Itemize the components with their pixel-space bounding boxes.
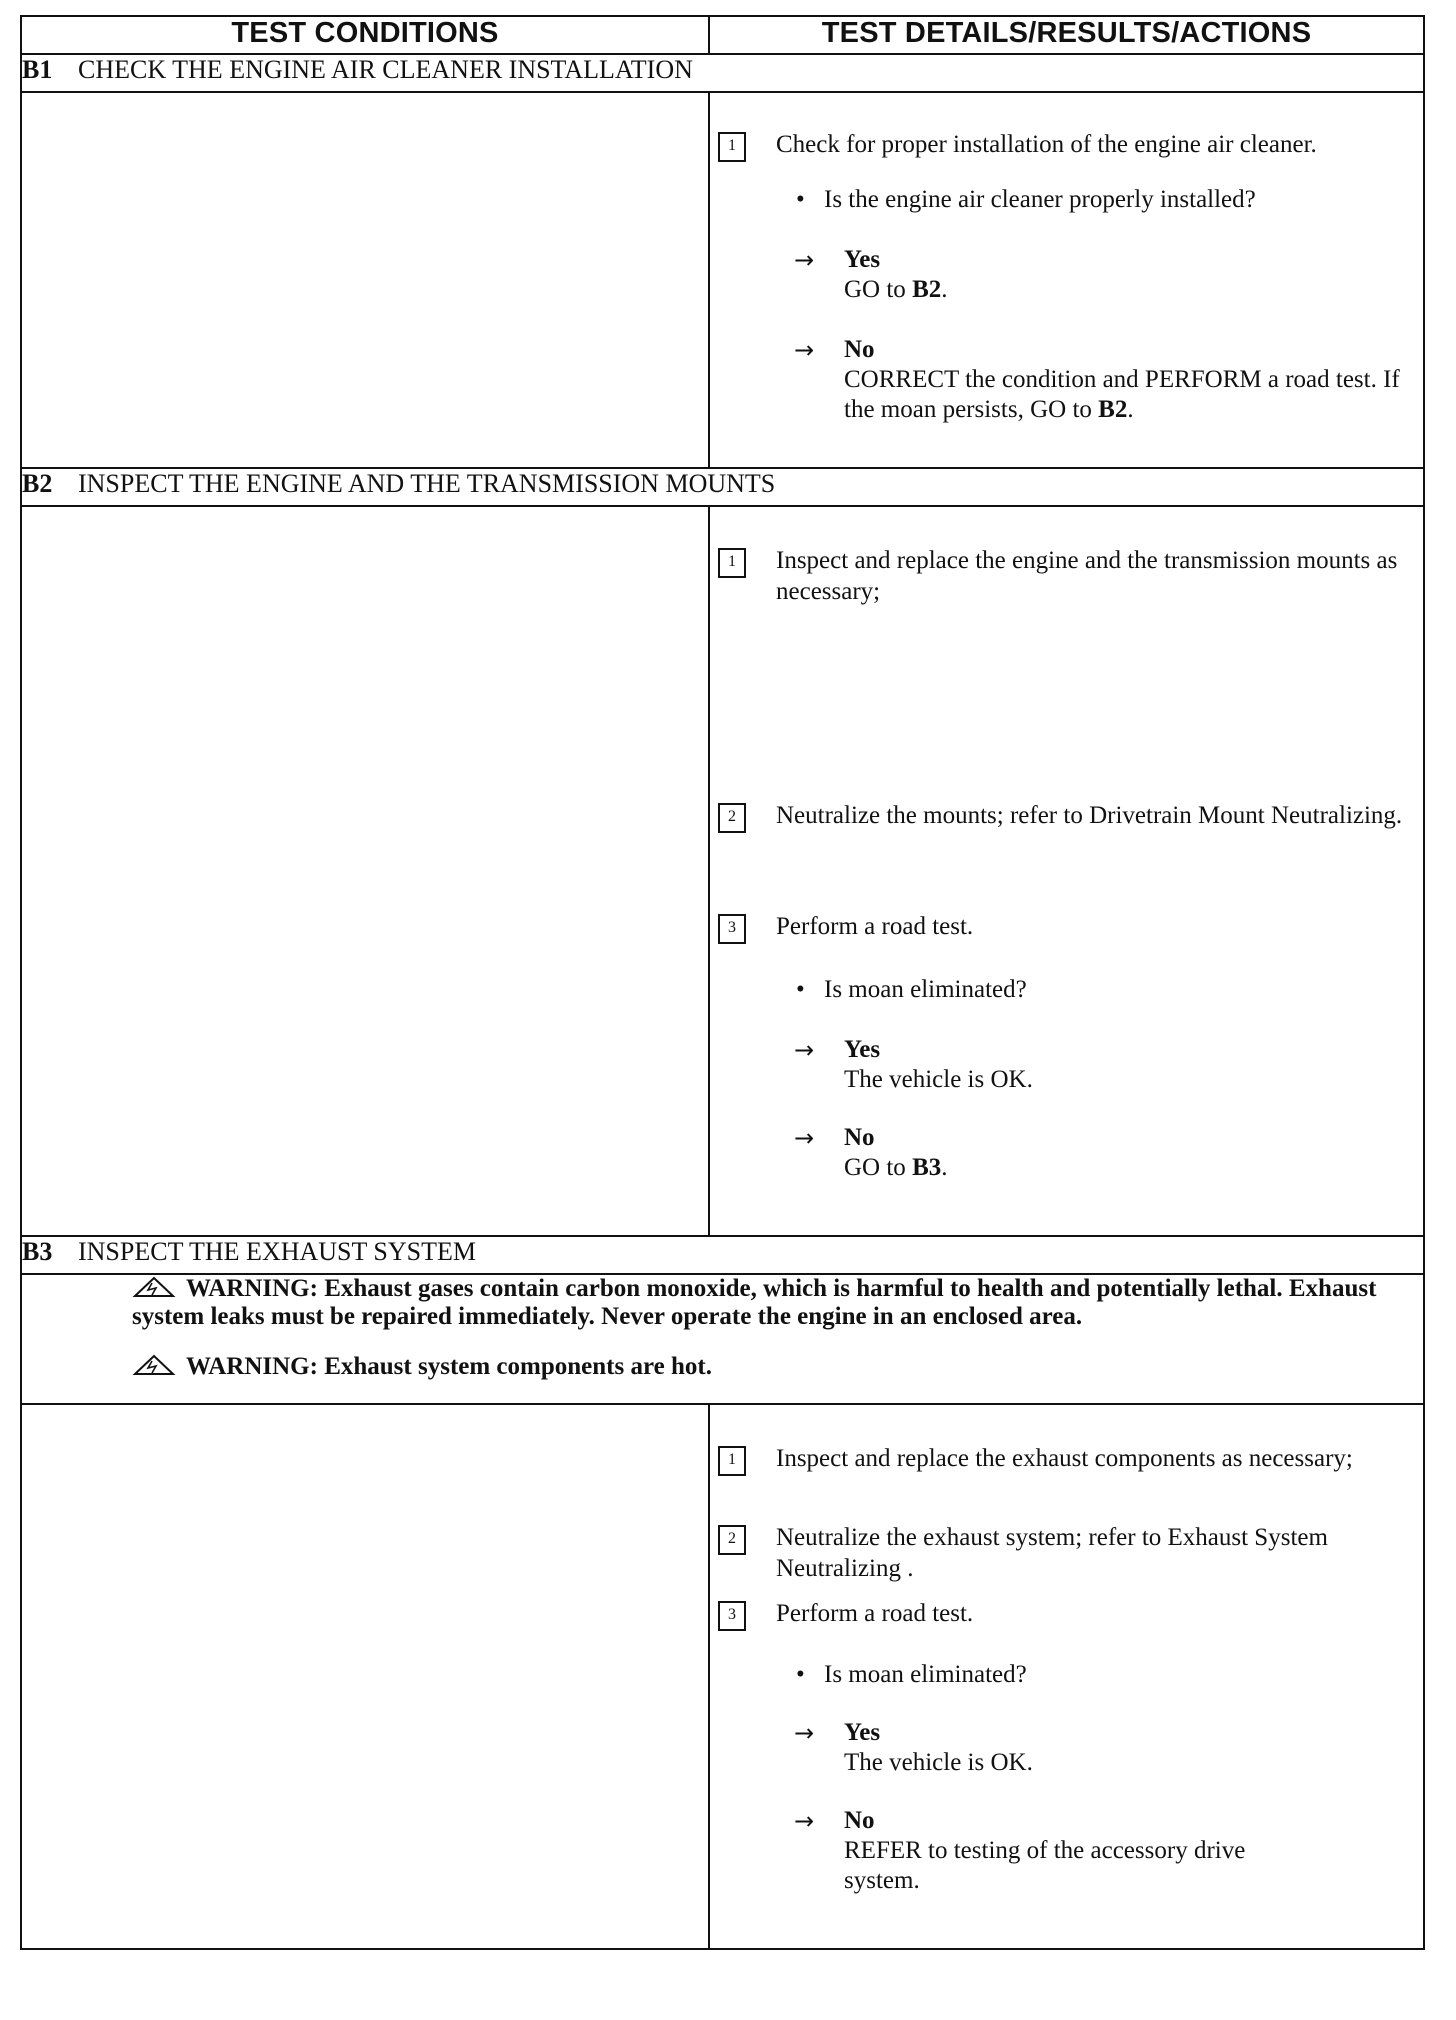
answer-action: The vehicle is OK. <box>844 1066 1033 1093</box>
step-text: Inspect and replace the engine and the transmission mounts as necessary; <box>776 547 1398 605</box>
diagnostic-page <box>20 15 1423 1950</box>
warning-2 <box>102 1353 1423 1381</box>
step-2 <box>718 1522 1411 1584</box>
test-details-cell <box>709 506 1424 1236</box>
answer-yes <box>718 1035 1411 1095</box>
step-number: 1 <box>718 548 746 578</box>
question-text: Is the engine air cleaner properly installed? <box>824 186 1256 213</box>
step-3 <box>718 1598 1411 1631</box>
section-b3-title-row <box>21 1236 1424 1274</box>
answer-no <box>718 335 1411 425</box>
question <box>718 1659 1411 1690</box>
question <box>718 974 1411 1005</box>
answer-no <box>718 1123 1411 1183</box>
answer-ref: B2 <box>912 276 942 303</box>
answer-no <box>718 1806 1411 1896</box>
answer-yes <box>718 245 1411 305</box>
test-conditions-cell <box>21 506 709 1236</box>
header-test-details: TEST DETAILS/RESULTS/ACTIONS <box>709 16 1424 54</box>
step-3 <box>718 911 1411 944</box>
section-code: B1 <box>22 55 53 84</box>
section-b3-body <box>21 1404 1424 1949</box>
answer-action: REFER to testing of the accessory drive system. <box>844 1837 1246 1894</box>
answer-label: No <box>844 1807 875 1834</box>
answer-yes <box>718 1718 1411 1778</box>
step-2 <box>718 800 1411 833</box>
bullet-icon: • <box>796 1661 805 1688</box>
warning-1 <box>102 1275 1423 1331</box>
section-b3-title <box>21 1236 1424 1274</box>
arrow-right-icon: → <box>794 246 815 274</box>
step-text: Check for proper installation of the engine air cleaner. <box>776 131 1317 158</box>
answer-label: No <box>844 1124 875 1151</box>
answer-action: The vehicle is OK. <box>844 1749 1033 1776</box>
answer-label: No <box>844 336 875 363</box>
section-code: B2 <box>22 469 53 498</box>
answer-label: Yes <box>844 1036 881 1063</box>
section-b2-title-row <box>21 468 1424 506</box>
section-b3-warnings-row <box>21 1274 1424 1404</box>
step-number: 3 <box>718 1601 746 1631</box>
section-title: INSPECT THE EXHAUST SYSTEM <box>78 1237 476 1266</box>
warning-text: WARNING: Exhaust gases contain carbon monoxide, which is harmful to health and potentially lethal. Exhaust system leaks must be repaired immediately. Never operate the engine in an enclosed area. <box>132 1275 1377 1330</box>
answer-ref: B3 <box>912 1154 942 1181</box>
table-header-row <box>21 16 1424 54</box>
answer-label: Yes <box>844 1719 881 1746</box>
warning-triangle-icon <box>132 1276 176 1298</box>
step-number: 1 <box>718 1446 746 1476</box>
step-number: 2 <box>718 1525 746 1555</box>
pinpoint-test-table <box>20 15 1425 1950</box>
bullet-icon: • <box>796 186 805 213</box>
arrow-right-icon: → <box>794 1036 815 1064</box>
section-b2-body <box>21 506 1424 1236</box>
step-text: Neutralize the exhaust system; refer to Exhaust System Neutralizing . <box>776 1524 1328 1582</box>
arrow-right-icon: → <box>794 1719 815 1747</box>
section-b1-title-row <box>21 54 1424 92</box>
step-text: Perform a road test. <box>776 913 974 940</box>
answer-action: GO to <box>844 276 913 303</box>
step-1 <box>718 129 1411 162</box>
question <box>718 184 1411 215</box>
answer-ref: B2 <box>1098 396 1128 423</box>
step-text: Perform a road test. <box>776 1600 974 1627</box>
section-title: INSPECT THE ENGINE AND THE TRANSMISSION MOUNTS <box>78 469 776 498</box>
answer-action: GO to <box>844 1154 913 1181</box>
question-text: Is moan eliminated? <box>824 1661 1027 1688</box>
punct: . <box>941 1154 948 1181</box>
test-details-cell <box>709 1404 1424 1949</box>
section-b1-title <box>21 54 1424 92</box>
arrow-right-icon: → <box>794 1807 815 1835</box>
punct: . <box>1127 396 1134 423</box>
arrow-right-icon: → <box>794 336 815 364</box>
test-details-cell <box>709 92 1424 468</box>
step-1 <box>718 1443 1411 1476</box>
section-title: CHECK THE ENGINE AIR CLEANER INSTALLATION <box>78 55 693 84</box>
bullet-icon: • <box>796 976 805 1003</box>
test-conditions-cell <box>21 92 709 468</box>
warning-text: WARNING: Exhaust system components are hot. <box>186 1353 712 1380</box>
punct: . <box>941 276 948 303</box>
step-text: Neutralize the mounts; refer to Drivetrain Mount Neutralizing. <box>776 802 1403 829</box>
answer-label: Yes <box>844 246 881 273</box>
warnings-cell <box>21 1274 1424 1404</box>
section-code: B3 <box>22 1237 53 1266</box>
section-b1-body <box>21 92 1424 468</box>
answer-action: CORRECT the condition and PERFORM a road test. If the moan persists, GO to <box>844 366 1400 423</box>
warning-triangle-icon <box>132 1354 176 1376</box>
test-conditions-cell <box>21 1404 709 1949</box>
step-number: 3 <box>718 914 746 944</box>
step-number: 1 <box>718 132 746 162</box>
question-text: Is moan eliminated? <box>824 976 1027 1003</box>
section-b2-title <box>21 468 1424 506</box>
step-1 <box>718 545 1411 607</box>
arrow-right-icon: → <box>794 1124 815 1152</box>
step-text: Inspect and replace the exhaust components as necessary; <box>776 1445 1353 1472</box>
header-test-conditions: TEST CONDITIONS <box>21 16 709 54</box>
step-number: 2 <box>718 803 746 833</box>
